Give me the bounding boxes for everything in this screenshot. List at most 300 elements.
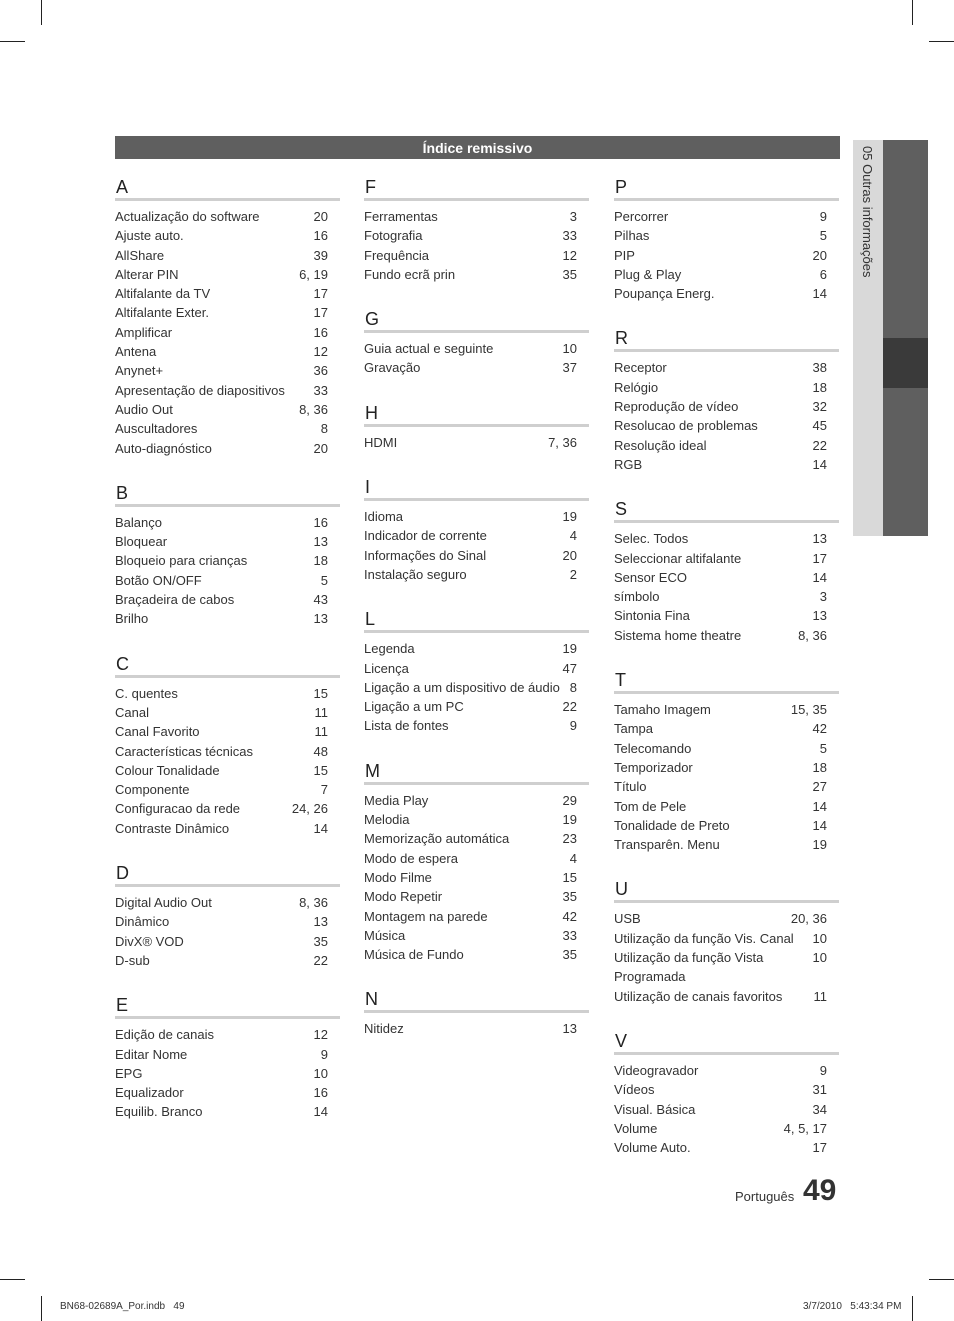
entry-page: 13	[812, 531, 827, 547]
entry-page: 20, 36	[790, 911, 827, 927]
index-entry	[614, 606, 839, 625]
entry-term: Digital Audio Out	[115, 895, 212, 911]
print-timestamp: 3/7/2010 5:43:34 PM	[803, 1301, 902, 1312]
index-entry	[614, 549, 839, 568]
index-section-t	[614, 669, 839, 854]
entry-page: 15, 35	[790, 702, 827, 718]
index-entry	[364, 207, 589, 226]
entry-term: Tamaho Imagem	[614, 702, 711, 718]
entry-page: 47	[562, 660, 577, 676]
index-entry	[364, 565, 589, 584]
entry-term: Volume	[614, 1120, 658, 1136]
section-divider	[115, 198, 340, 201]
entry-term: Brilho	[115, 611, 149, 627]
entry-term: Sensor ECO	[614, 569, 687, 585]
entry-term: Colour Tonalidade	[115, 762, 220, 778]
index-entry	[115, 207, 340, 226]
index-entry	[614, 987, 839, 1006]
entry-page: 8	[320, 421, 328, 437]
entry-term: Amplificar	[115, 324, 173, 340]
entry-page: 11	[813, 988, 827, 1004]
entry-term: Canal Favorito	[115, 724, 200, 740]
entry-page: 17	[313, 286, 328, 302]
index-entry	[614, 397, 839, 416]
index-column-1	[115, 176, 340, 1146]
entry-term: Frequência	[364, 247, 430, 263]
crop-mark	[41, 0, 42, 25]
entry-term: Tom de Pele	[614, 798, 687, 814]
entry-page: 20	[562, 547, 577, 563]
entry-term: Título	[614, 779, 647, 795]
section-divider	[614, 520, 839, 523]
entry-term: Actualização do software	[115, 209, 260, 224]
index-entry	[614, 207, 839, 226]
index-entry	[614, 758, 839, 777]
index-entry	[115, 912, 340, 931]
entry-term: Visual. Básica	[614, 1101, 696, 1117]
index-entry	[115, 571, 340, 590]
index-entry	[614, 246, 839, 265]
index-entry	[364, 868, 589, 887]
entry-page: 33	[313, 382, 328, 398]
entry-page: 23	[562, 831, 577, 847]
entry-term: Seleccionar altifalante	[614, 550, 742, 566]
index-entry	[614, 777, 839, 796]
entry-term: Tonalidade de Preto	[614, 817, 730, 833]
entry-term: Edição de canais	[115, 1027, 215, 1043]
entry-page: 9	[569, 718, 577, 734]
entry-page: 13	[313, 611, 328, 627]
entry-page: 18	[313, 553, 328, 569]
entry-page: 3	[569, 209, 577, 224]
entry-page: 5	[819, 740, 827, 756]
index-entry	[115, 951, 340, 970]
entry-term: Idioma	[364, 509, 404, 525]
entry-page: 13	[313, 534, 328, 550]
entry-term: Audio Out	[115, 401, 173, 417]
entry-term: Balanço	[115, 514, 162, 530]
entry-term: Equalizador	[115, 1085, 184, 1101]
index-entry	[115, 342, 340, 361]
index-entry	[614, 436, 839, 455]
entry-page: 48	[313, 743, 328, 759]
index-entry	[614, 1080, 839, 1099]
entry-page: 17	[812, 1140, 827, 1156]
index-entry	[115, 761, 340, 780]
index-entry	[115, 819, 340, 838]
entry-page: 35	[562, 947, 577, 963]
entry-page: 31	[812, 1082, 827, 1098]
entry-term: Guia actual e seguinte	[364, 341, 494, 357]
entry-page: 36	[313, 363, 328, 379]
index-entry	[115, 1045, 340, 1064]
index-entry	[115, 381, 340, 400]
entry-page: 39	[313, 247, 328, 263]
section-divider	[115, 504, 340, 507]
index-entry	[115, 532, 340, 551]
index-entry	[364, 339, 589, 358]
crop-mark	[912, 1296, 913, 1321]
entry-page: 24, 26	[291, 801, 328, 817]
index-entry	[115, 1083, 340, 1102]
entry-page: 9	[819, 209, 827, 224]
entry-term: Utilização da função Vis. Canal	[614, 930, 794, 946]
entry-page: 27	[812, 779, 827, 795]
index-entry	[364, 546, 589, 565]
section-divider	[364, 782, 589, 785]
entry-term: Características técnicas	[115, 743, 253, 759]
entry-page: 15	[562, 869, 577, 885]
section-letter: I	[365, 477, 371, 498]
entry-term: Melodia	[364, 812, 410, 828]
section-letter: E	[116, 995, 129, 1016]
index-entry	[364, 226, 589, 245]
entry-page: 20	[313, 440, 328, 456]
entry-page: 8, 36	[299, 895, 328, 911]
section-divider	[364, 330, 589, 333]
index-entry	[115, 684, 340, 703]
entry-term: Relógio	[614, 379, 659, 395]
entry-page: 14	[812, 456, 827, 472]
entry-page: 14	[313, 820, 328, 836]
section-divider	[364, 1010, 589, 1013]
index-entry	[614, 797, 839, 816]
entry-term: Componente	[115, 782, 190, 798]
entry-page: 19	[562, 641, 577, 657]
index-entry	[115, 419, 340, 438]
entry-page: 16	[313, 1085, 328, 1101]
entry-term: Canal	[115, 704, 149, 720]
index-section-m	[364, 760, 589, 965]
entry-term: Videogravador	[614, 1062, 699, 1078]
entry-page: 14	[812, 569, 827, 585]
entry-page: 10	[562, 341, 577, 357]
entry-page: 7, 36	[548, 434, 577, 450]
index-entry	[614, 700, 839, 719]
index-section-a	[115, 176, 340, 458]
entry-term: C. quentes	[115, 685, 178, 701]
entry-term: Modo de espera	[364, 850, 458, 866]
entry-term: Modo Filme	[364, 869, 432, 885]
entry-term: Braçadeira de cabos	[115, 592, 235, 608]
section-divider	[115, 675, 340, 678]
print-file-info: BN68-02689A_Por.indb 49	[60, 1301, 185, 1312]
entry-page: 42	[812, 721, 827, 737]
entry-term: Informações do Sinal	[364, 547, 487, 563]
entry-term: Bloquear	[115, 534, 168, 550]
section-letter: R	[615, 328, 628, 349]
index-entry	[364, 716, 589, 735]
entry-page: 22	[313, 952, 328, 968]
section-letter: G	[365, 309, 380, 330]
entry-term: D-sub	[115, 952, 150, 968]
entry-page: 15	[313, 685, 328, 701]
section-letter: S	[615, 499, 628, 520]
crop-mark	[929, 41, 954, 42]
entry-term: Bloqueio para crianças	[115, 553, 248, 569]
entry-term: Equilib. Branco	[115, 1104, 203, 1120]
index-entry	[364, 639, 589, 658]
entry-term: Indicador de corrente	[364, 528, 487, 544]
entry-term: Memorização automática	[364, 831, 510, 847]
entry-term: Auscultadores	[115, 421, 198, 437]
index-entry	[115, 609, 340, 628]
section-divider	[115, 884, 340, 887]
entry-term: Modo Repetir	[364, 889, 443, 905]
entry-term: símbolo	[614, 589, 660, 605]
index-entry	[115, 780, 340, 799]
entry-term: Instalação seguro	[364, 566, 467, 582]
entry-page: 13	[812, 608, 827, 624]
entry-term: Botão ON/OFF	[115, 572, 202, 588]
index-entry	[364, 507, 589, 526]
entry-page: 13	[562, 1021, 577, 1037]
index-entry	[614, 378, 839, 397]
index-section-d	[115, 862, 340, 970]
index-entry	[115, 303, 340, 322]
entry-page: 11	[314, 724, 328, 740]
entry-page: 3	[819, 589, 827, 605]
entry-page: 10	[812, 930, 827, 946]
index-entry	[614, 358, 839, 377]
section-letter: L	[365, 609, 376, 630]
index-entry	[614, 719, 839, 738]
entry-page: 4, 5, 17	[783, 1120, 827, 1136]
entry-term: Configuracao da rede	[115, 801, 241, 817]
index-entry	[614, 455, 839, 474]
entry-page: 4	[569, 528, 577, 544]
index-section-s	[614, 498, 839, 645]
entry-term: Montagem na parede	[364, 908, 488, 924]
section-divider	[614, 691, 839, 694]
entry-page: 19	[562, 812, 577, 828]
entry-term: Legenda	[364, 641, 415, 657]
entry-term: Poupança Energ.	[614, 286, 715, 302]
entry-page: 14	[812, 817, 827, 833]
entry-page: 35	[313, 933, 328, 949]
entry-page: 13	[313, 914, 328, 930]
index-entry	[614, 226, 839, 245]
index-entry	[614, 739, 839, 758]
index-entry	[115, 265, 340, 284]
entry-page: 35	[562, 889, 577, 905]
section-divider	[614, 1052, 839, 1055]
entry-page: 22	[562, 699, 577, 715]
index-entry	[364, 1019, 589, 1038]
entry-page: 5	[819, 228, 827, 244]
entry-term: Anynet+	[115, 363, 164, 379]
index-section-c	[115, 653, 340, 838]
entry-page: 42	[562, 908, 577, 924]
entry-term: Selec. Todos	[614, 531, 689, 547]
entry-page: 8	[569, 679, 577, 695]
index-section-g	[364, 308, 589, 378]
entry-term: Auto-diagnóstico	[115, 440, 212, 456]
entry-term: HDMI	[364, 434, 398, 450]
entry-page: 37	[562, 360, 577, 376]
entry-page: 29	[562, 792, 577, 808]
entry-term: Fotografia	[364, 228, 423, 244]
index-entry	[115, 226, 340, 245]
index-entry	[115, 513, 340, 532]
index-entry	[364, 433, 589, 452]
section-divider	[364, 198, 589, 201]
entry-term: Altifalante Exter.	[115, 305, 209, 321]
entry-page: 20	[812, 247, 827, 263]
index-entry	[364, 926, 589, 945]
index-section-v	[614, 1030, 839, 1157]
index-section-b	[115, 482, 340, 629]
entry-term: Resolucao de problemas	[614, 418, 758, 434]
index-entry	[614, 284, 839, 303]
index-section-i	[364, 476, 589, 584]
entry-page: 17	[812, 550, 827, 566]
entry-page: 15	[313, 762, 328, 778]
entry-term: Receptor	[614, 360, 667, 376]
entry-term: Ferramentas	[364, 209, 438, 224]
index-entry	[115, 742, 340, 761]
entry-page: 33	[562, 228, 577, 244]
index-entry	[115, 439, 340, 458]
entry-term: Editar Nome	[115, 1046, 188, 1062]
index-section-n	[364, 988, 589, 1038]
section-divider	[115, 1016, 340, 1019]
chapter-tab-marker	[883, 338, 928, 388]
entry-page: 16	[313, 514, 328, 530]
index-entry	[364, 945, 589, 964]
entry-term: AllShare	[115, 247, 165, 263]
index-entry	[115, 284, 340, 303]
entry-page: 10	[812, 950, 827, 966]
entry-term: Gravação	[364, 360, 421, 376]
entry-page: 6	[819, 266, 827, 282]
entry-term: Fundo ecrã prin	[364, 266, 456, 282]
entry-page: 18	[812, 759, 827, 775]
entry-term: EPG	[115, 1065, 143, 1081]
entry-page: 8, 36	[299, 401, 328, 417]
entry-page: 35	[562, 266, 577, 282]
entry-term: Nitidez	[364, 1021, 404, 1037]
entry-term: Antena	[115, 344, 157, 360]
section-letter: D	[116, 863, 129, 884]
footer-language: Português	[735, 1189, 795, 1204]
entry-term: Ajuste auto.	[115, 228, 184, 244]
entry-page: 34	[812, 1101, 827, 1117]
index-entry	[115, 1102, 340, 1121]
entry-term: Percorrer	[614, 209, 669, 224]
entry-page: 12	[313, 344, 328, 360]
entry-term: Apresentação de diapositivos	[115, 382, 285, 398]
index-entry	[364, 246, 589, 265]
section-divider	[614, 900, 839, 903]
index-section-r	[614, 327, 839, 474]
entry-page: 2	[569, 566, 577, 582]
entry-term: Música	[364, 927, 406, 943]
index-entry	[614, 909, 839, 928]
index-entry	[115, 703, 340, 722]
index-entry	[364, 791, 589, 810]
index-column-2	[364, 176, 589, 1063]
entry-page: 43	[313, 592, 328, 608]
entry-term: Transparên. Menu	[614, 837, 720, 853]
entry-page: 5	[320, 572, 328, 588]
index-entry	[614, 1138, 839, 1157]
index-section-e	[115, 994, 340, 1121]
index-entry	[115, 246, 340, 265]
entry-page: 20	[313, 209, 328, 224]
entry-page: 11	[314, 704, 328, 720]
entry-page: 16	[313, 228, 328, 244]
entry-term: Sintonia Fina	[614, 608, 690, 624]
index-entry	[614, 265, 839, 284]
entry-term: Ligação a um PC	[364, 699, 464, 715]
entry-term: Dinâmico	[115, 914, 170, 930]
index-entry	[115, 551, 340, 570]
entry-page: 4	[569, 850, 577, 866]
index-section-f	[364, 176, 589, 284]
index-entry	[364, 907, 589, 926]
index-entry	[115, 799, 340, 818]
index-entry	[614, 626, 839, 645]
index-entry	[614, 835, 839, 854]
section-letter: C	[116, 653, 129, 674]
entry-term: Media Play	[364, 792, 429, 808]
entry-term: Alterar PIN	[115, 266, 179, 282]
index-entry	[364, 849, 589, 868]
entry-term: Contraste Dinâmico	[115, 820, 230, 836]
crop-mark	[0, 1279, 25, 1280]
entry-page: 22	[812, 437, 827, 453]
section-divider	[614, 198, 839, 201]
entry-term: Tampa	[614, 721, 654, 737]
entry-term: Licença	[364, 660, 409, 676]
index-entry	[364, 829, 589, 848]
entry-term: PIP	[614, 247, 635, 263]
entry-page: 10	[313, 1065, 328, 1081]
index-entry	[364, 810, 589, 829]
index-entry	[614, 1061, 839, 1080]
entry-page: 14	[313, 1104, 328, 1120]
entry-term: USB	[614, 911, 641, 927]
entry-page: 32	[812, 399, 827, 415]
index-entry	[614, 1119, 839, 1138]
entry-term: Temporizador	[614, 759, 693, 775]
index-entry	[115, 1025, 340, 1044]
section-divider	[364, 498, 589, 501]
entry-page: 8, 36	[798, 627, 827, 643]
index-entry	[115, 590, 340, 609]
entry-term: Plug & Play	[614, 266, 682, 282]
entry-term: Ligação a um dispositivo de áudio	[364, 679, 560, 695]
section-letter: N	[365, 989, 378, 1010]
section-letter: F	[365, 177, 376, 197]
entry-term: Volume Auto.	[614, 1140, 691, 1156]
crop-mark	[912, 0, 913, 25]
chapter-tab-label: 05 Outras informações	[860, 146, 875, 278]
index-entry	[364, 887, 589, 906]
crop-mark	[929, 1279, 954, 1280]
entry-page: 14	[812, 286, 827, 302]
page-title: Índice remissivo	[115, 136, 840, 159]
index-section-p	[614, 176, 839, 303]
section-letter: M	[365, 760, 380, 781]
index-entry	[614, 929, 839, 948]
index-entry	[614, 587, 839, 606]
entry-page: 9	[819, 1062, 827, 1078]
index-entry	[115, 323, 340, 342]
index-section-h	[364, 402, 589, 452]
crop-mark	[41, 1296, 42, 1321]
